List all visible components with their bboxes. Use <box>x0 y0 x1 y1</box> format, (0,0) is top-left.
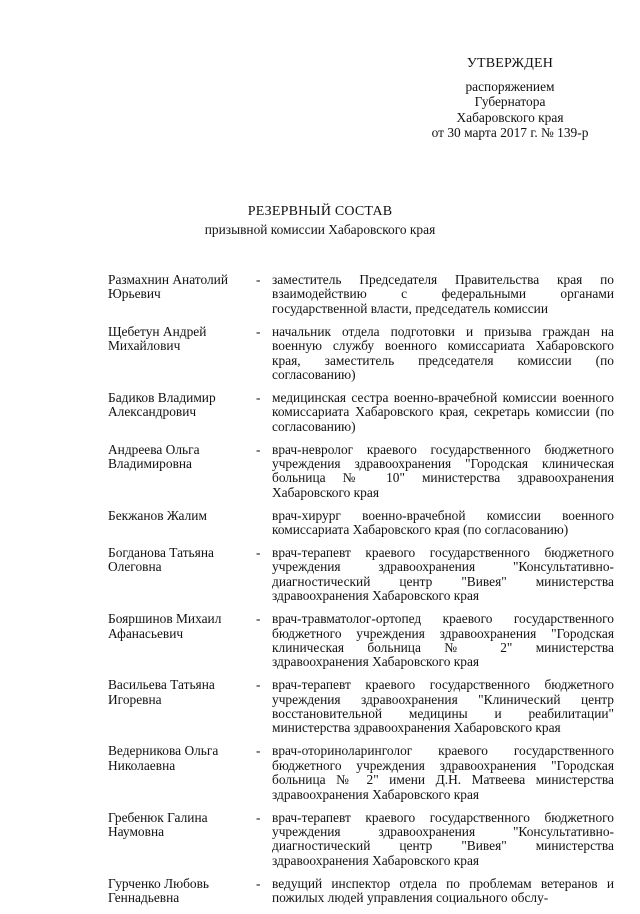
member-dash: - <box>256 875 261 891</box>
member-role: медицинская сестра военно-врачебной комиссии военного комиссариата Хабаровского края, секретарь комиссии (по согласованию) <box>272 389 614 434</box>
member-row <box>108 546 614 604</box>
member-dash: - <box>256 272 261 287</box>
member-name: Богданова Татьяна Олеговна <box>108 545 214 575</box>
member-row <box>108 744 614 802</box>
member-dash: - <box>256 441 261 457</box>
member-role: заместитель Председателя Правительства края по взаимодействию с федеральными органами государственной власти, председатель комиссии <box>272 272 614 316</box>
approval-line-date: от 30 марта 2017 г. № 139-р <box>431 125 589 140</box>
member-role: врач-терапевт краевого государственного бюджетного учреждения здравоохранения "Консультативно-диагностический центр "Вивея" министерства здравоохранения Хабаровского края <box>272 809 614 868</box>
approval-line-region: Хабаровского края <box>456 109 564 125</box>
member-role: начальник отдела подготовки и призыва граждан на военную службу военного комиссариата Хабаровского края, заместитель председателя комиссии (по согласованию) <box>272 323 614 382</box>
member-name: Гребенюк Галина Наумовна <box>108 809 208 839</box>
member-dash: - <box>256 323 261 339</box>
member-dash: - <box>256 809 261 825</box>
member-name: Васильева Татьяна Игоревна <box>108 677 215 707</box>
member-row <box>108 678 614 736</box>
approval-line-governor: Губернатора <box>474 94 546 109</box>
member-dash: - <box>256 743 261 759</box>
member-row <box>108 325 614 383</box>
member-row <box>108 877 614 906</box>
member-row <box>108 811 614 869</box>
member-name: Бекжанов Жалим <box>108 507 207 523</box>
member-row <box>108 509 614 538</box>
member-role: врач-травматолог-ортопед краевого государственного бюджетного учреждения здравоохранения "Городская клиническая больница № 2" министерства здравоохранения Хабаровского края <box>272 611 614 670</box>
member-name: Бадиков Владимир Александрович <box>108 389 216 420</box>
member-dash: - <box>256 677 261 693</box>
document-title-block <box>100 203 540 239</box>
member-role: врач-хирург военно-врачебной комиссии военного комиссариата Хабаровского края (по согласованию) <box>272 507 614 538</box>
approved-heading: УТВЕРЖДЕН <box>466 56 554 71</box>
document-subtitle: призывной комиссии Хабаровского края <box>204 222 436 237</box>
member-dash: - <box>256 389 261 405</box>
member-role: врач-терапевт краевого государственного бюджетного учреждения здравоохранения "Клинический центр восстановительной медицины и реабилитации" министерства здравоохранения Хабаровского края <box>272 677 614 736</box>
member-dash: - <box>256 611 261 627</box>
member-row <box>108 612 614 670</box>
member-name: Ведерникова Ольга Николаевна <box>108 743 219 773</box>
document-title: РЕЗЕРВНЫЙ СОСТАВ <box>247 204 393 219</box>
member-row <box>108 391 614 434</box>
approval-line-order: распоряжением <box>465 78 555 94</box>
member-role: врач-терапевт краевого государственного бюджетного учреждения здравоохранения "Консультативно-диагностический центр "Вивея" министерства здравоохранения Хабаровского края <box>272 545 614 604</box>
member-role: врач-оториноларинголог краевого государственного бюджетного учреждения здравоохранения "Городская больница № 2" имени Д.Н. Матвеева министерства здравоохранения Хабаровского края <box>272 743 614 802</box>
member-name: Размахнин Анатолий Юрьевич <box>108 272 228 302</box>
member-name: Андреева Ольга Владимировна <box>108 441 200 471</box>
member-role: врач-невролог краевого государственного бюджетного учреждения здравоохранения "Городская клиническая больница № 10" министерства здравоохранения Хабаровского края <box>272 441 614 500</box>
member-row <box>108 443 614 501</box>
member-name: Гурченко Любовь Геннадьевна <box>108 875 210 906</box>
member-dash: - <box>256 545 261 560</box>
member-row <box>108 273 614 316</box>
member-name: Щебетун Андрей Михайлович <box>108 323 207 354</box>
members-list <box>108 273 614 914</box>
member-role: ведущий инспектор отдела по проблемам ветеранов и пожилых людей управления социального обслу- <box>272 875 614 906</box>
approval-stamp <box>400 56 620 141</box>
member-name: Бояршинов Михаил Афанасьевич <box>108 611 222 641</box>
